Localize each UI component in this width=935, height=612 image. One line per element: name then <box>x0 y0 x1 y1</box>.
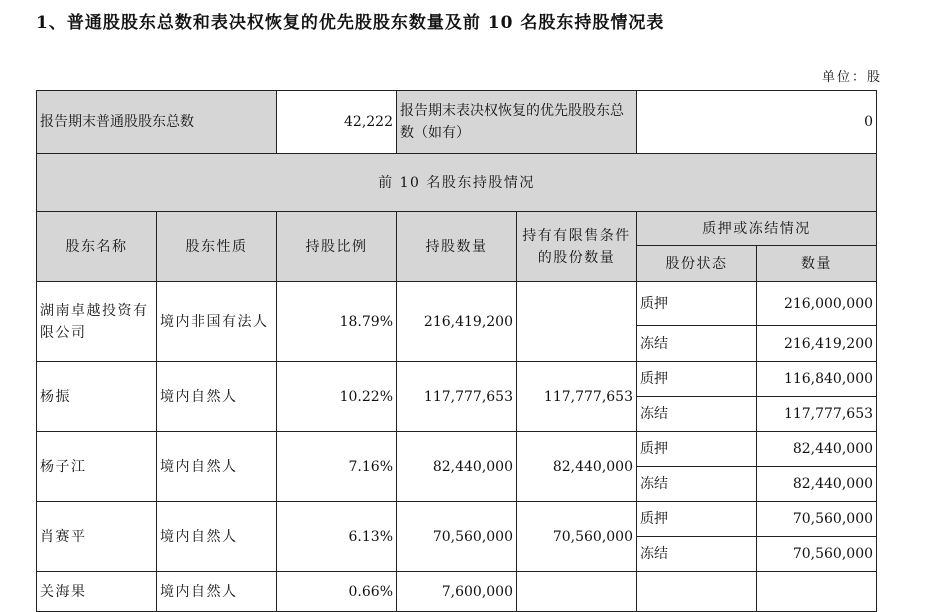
holding-quantity: 82,440,000 <box>397 432 517 502</box>
common-holders-label: 报告期末普通股股东总数 <box>37 91 277 154</box>
pledge-amount: 70,560,000 <box>757 502 877 537</box>
share-status: 质押 <box>637 362 757 397</box>
shareholder-nature: 境内自然人 <box>157 432 277 502</box>
shareholder-nature: 境内非国有法人 <box>157 282 277 362</box>
header-share-status: 股份状态 <box>637 246 757 282</box>
header-amount: 数量 <box>757 246 877 282</box>
shareholder-name: 肖赛平 <box>37 502 157 572</box>
restricted-quantity: 82,440,000 <box>517 432 637 502</box>
pledge-amount: 82,440,000 <box>757 467 877 502</box>
common-holders-value: 42,222 <box>277 91 397 154</box>
share-status: 冻结 <box>637 467 757 502</box>
pledge-amount <box>757 572 877 612</box>
pledge-amount: 117,777,653 <box>757 397 877 432</box>
share-status: 冻结 <box>637 397 757 432</box>
section-title-row <box>37 154 877 212</box>
restricted-quantity: 70,560,000 <box>517 502 637 572</box>
table-row <box>37 362 877 397</box>
preferred-holders-label: 报告期末表决权恢复的优先股股东总数（如有） <box>397 91 637 154</box>
header-name: 股东名称 <box>37 212 157 282</box>
table-row <box>37 502 877 537</box>
holding-ratio: 6.13% <box>277 502 397 572</box>
restricted-quantity <box>517 282 637 362</box>
unit-label: 单位：股 <box>821 70 882 85</box>
table-row <box>37 432 877 467</box>
pledge-amount: 116,840,000 <box>757 362 877 397</box>
holding-ratio: 18.79% <box>277 282 397 362</box>
share-status: 质押 <box>637 502 757 537</box>
page-heading: 1、普通股股东总数和表决权恢复的优先股股东数量及前 10 名股东持股情况表 <box>36 13 665 33</box>
header-quantity: 持股数量 <box>397 212 517 282</box>
share-status: 质押 <box>637 282 757 326</box>
table-row <box>37 282 877 326</box>
shareholder-name: 湖南卓越投资有限公司 <box>37 282 157 362</box>
holding-ratio: 0.66% <box>277 572 397 612</box>
header-row-1 <box>37 212 877 246</box>
share-status: 质押 <box>637 432 757 467</box>
holding-ratio: 7.16% <box>277 432 397 502</box>
header-pledge-group: 质押或冻结情况 <box>637 212 877 246</box>
holding-quantity: 70,560,000 <box>397 502 517 572</box>
share-status <box>637 572 757 612</box>
holding-ratio: 10.22% <box>277 362 397 432</box>
share-status: 冻结 <box>637 537 757 572</box>
shareholder-name: 杨子江 <box>37 432 157 502</box>
section-title: 前 10 名股东持股情况 <box>37 154 877 212</box>
holding-quantity: 117,777,653 <box>397 362 517 432</box>
header-ratio: 持股比例 <box>277 212 397 282</box>
pledge-amount: 216,000,000 <box>757 282 877 326</box>
shareholder-nature: 境内自然人 <box>157 362 277 432</box>
shareholder-nature: 境内自然人 <box>157 502 277 572</box>
table-row <box>37 572 877 612</box>
shareholders-table <box>36 90 877 612</box>
preferred-holders-value: 0 <box>637 91 877 154</box>
shareholder-name: 关海果 <box>37 572 157 612</box>
holding-quantity: 7,600,000 <box>397 572 517 612</box>
summary-row <box>37 91 877 154</box>
header-restricted: 持有有限售条件的股份数量 <box>517 212 637 282</box>
header-nature: 股东性质 <box>157 212 277 282</box>
share-status: 冻结 <box>637 326 757 362</box>
restricted-quantity: 117,777,653 <box>517 362 637 432</box>
pledge-amount: 216,419,200 <box>757 326 877 362</box>
pledge-amount: 82,440,000 <box>757 432 877 467</box>
pledge-amount: 70,560,000 <box>757 537 877 572</box>
restricted-quantity <box>517 572 637 612</box>
shareholder-nature: 境内自然人 <box>157 572 277 612</box>
shareholder-name: 杨振 <box>37 362 157 432</box>
holding-quantity: 216,419,200 <box>397 282 517 362</box>
